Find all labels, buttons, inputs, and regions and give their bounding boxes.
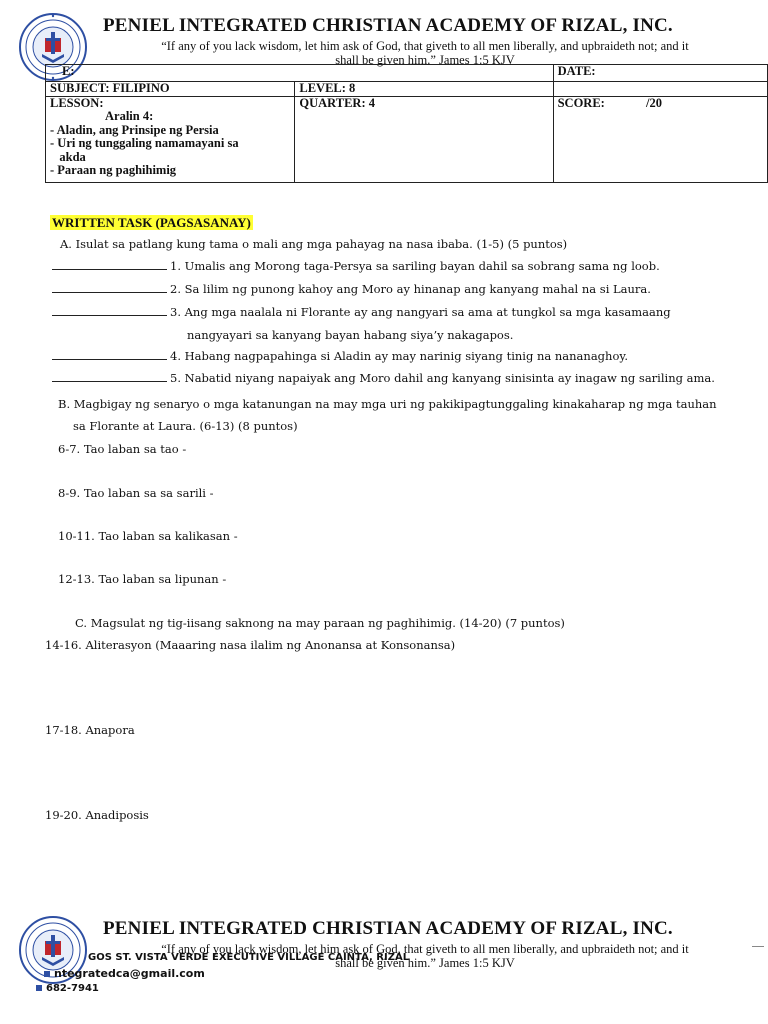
date-field[interactable]: DATE: — [553, 65, 767, 82]
item-a-3: 3. Ang mga naalala ni Florante ay ang nangyari sa ama at tungkol sa mga kasamaang — [52, 305, 671, 319]
answer-blank[interactable] — [52, 349, 167, 360]
lesson-label: LESSON: — [50, 95, 104, 110]
item-c-19-20: 19-20. Anadiposis — [45, 808, 149, 822]
lesson-cell — [46, 96, 295, 182]
item-b-6-7: 6-7. Tao laban sa tao - — [58, 442, 187, 456]
item-a-3-continued: nangyayari sa kanyang bayan habang siya’y nakagapos. — [187, 328, 514, 342]
item-b-12-13: 12-13. Tao laban sa lipunan - — [58, 572, 227, 586]
item-a-2: 2. Sa lilim ng punong kahoy ang Moro ay hinanap ang kanyang mahal na si Laura. — [52, 282, 651, 296]
lesson-item: - Paraan ng paghihimig — [50, 163, 177, 177]
email-icon — [44, 971, 50, 977]
item-c-17-18: 17-18. Anapora — [45, 723, 135, 737]
section-b-instruction-cont: sa Florante at Laura. (6-13) (8 puntos) — [73, 419, 298, 433]
empty-cell — [553, 82, 767, 97]
motto-line-1: “If any of you lack wisdom, let him ask of God, that giveth to all men liberally, and upbraideth not; and it — [161, 39, 689, 53]
score-total: /20 — [645, 95, 662, 110]
level-cell: LEVEL: 8 — [295, 82, 553, 97]
item-b-10-11: 10-11. Tao laban sa kalikasan - — [58, 529, 238, 543]
subject-cell: SUBJECT: FILIPINO — [46, 82, 295, 97]
item-b-8-9: 8-9. Tao laban sa sa sarili - — [58, 486, 214, 500]
footer-school-name: PENIEL INTEGRATED CHRISTIAN ACADEMY OF RIZAL, INC. — [103, 918, 673, 939]
footer-email[interactable]: ntegratedca@gmail.com — [44, 967, 205, 980]
lesson-item: - Aladin, ang Prinsipe ng Persia — [50, 122, 219, 137]
item-a-5: 5. Nabatid niyang napaiyak ang Moro dahil ang kanyang sinisinta ay inagaw ng sariling ama. — [52, 371, 715, 385]
footer-address: GOS ST. VISTA VERDE EXECUTIVE VILLAGE CAINTA, RIZAL — [88, 952, 410, 963]
score-cell[interactable] — [553, 96, 767, 182]
quarter-cell: QUARTER: 4 — [295, 96, 553, 182]
answer-blank[interactable] — [52, 259, 167, 270]
lesson-title: Aralin 4: — [105, 109, 154, 123]
footer-motto-line-2: shall be given him.” James 1:5 KJV — [335, 956, 515, 970]
section-b-instruction: B. Magbigay ng senaryo o mga katanungan na may mga uri ng pakikipagtunggaling kinakaharap ng mga tauhan — [58, 397, 717, 411]
answer-blank[interactable] — [52, 371, 167, 382]
motto-line-2: shall be given him.” James 1:5 KJV — [335, 53, 515, 67]
item-a-4: 4. Habang nagpapahinga si Aladin ay may narinig siyang tinig na nananaghoy. — [52, 349, 628, 363]
info-table — [45, 64, 768, 183]
item-c-14-16: 14-16. Aliterasyon (Maaaring nasa ilalim ng Anonansa at Konsonansa) — [45, 638, 456, 652]
task-title: WRITTEN TASK (PAGSASANAY) — [52, 215, 251, 230]
item-a-1: 1. Umalis ang Morong taga-Persya sa sariling bayan dahil sa sobrang sama ng loob. — [52, 259, 660, 273]
school-name: PENIEL INTEGRATED CHRISTIAN ACADEMY OF RIZAL, INC. — [103, 15, 673, 36]
score-label: SCORE: — [557, 95, 605, 110]
section-a-instruction: A. Isulat sa patlang kung tama o mali ang mga pahayag na nasa ibaba. (1-5) (5 puntos) — [60, 237, 568, 251]
footer-motto-line-1: “If any of you lack wisdom, let him ask of God, that giveth to all men liberally, and upbraideth not; and it — [161, 942, 689, 956]
lesson-item: - Uri ng tunggaling namamayani sa — [50, 136, 239, 150]
name-field[interactable]: E: — [46, 65, 554, 82]
phone-icon — [36, 985, 42, 991]
lesson-item: akda — [50, 149, 86, 164]
section-c-instruction: C. Magsulat ng tig-iisang saknong na may paraan ng paghihimig. (14-20) (7 puntos) — [75, 616, 565, 630]
answer-blank[interactable] — [52, 305, 167, 316]
footer-divider — [752, 946, 764, 947]
answer-blank[interactable] — [52, 282, 167, 293]
footer-phone: 682-7941 — [36, 983, 99, 994]
